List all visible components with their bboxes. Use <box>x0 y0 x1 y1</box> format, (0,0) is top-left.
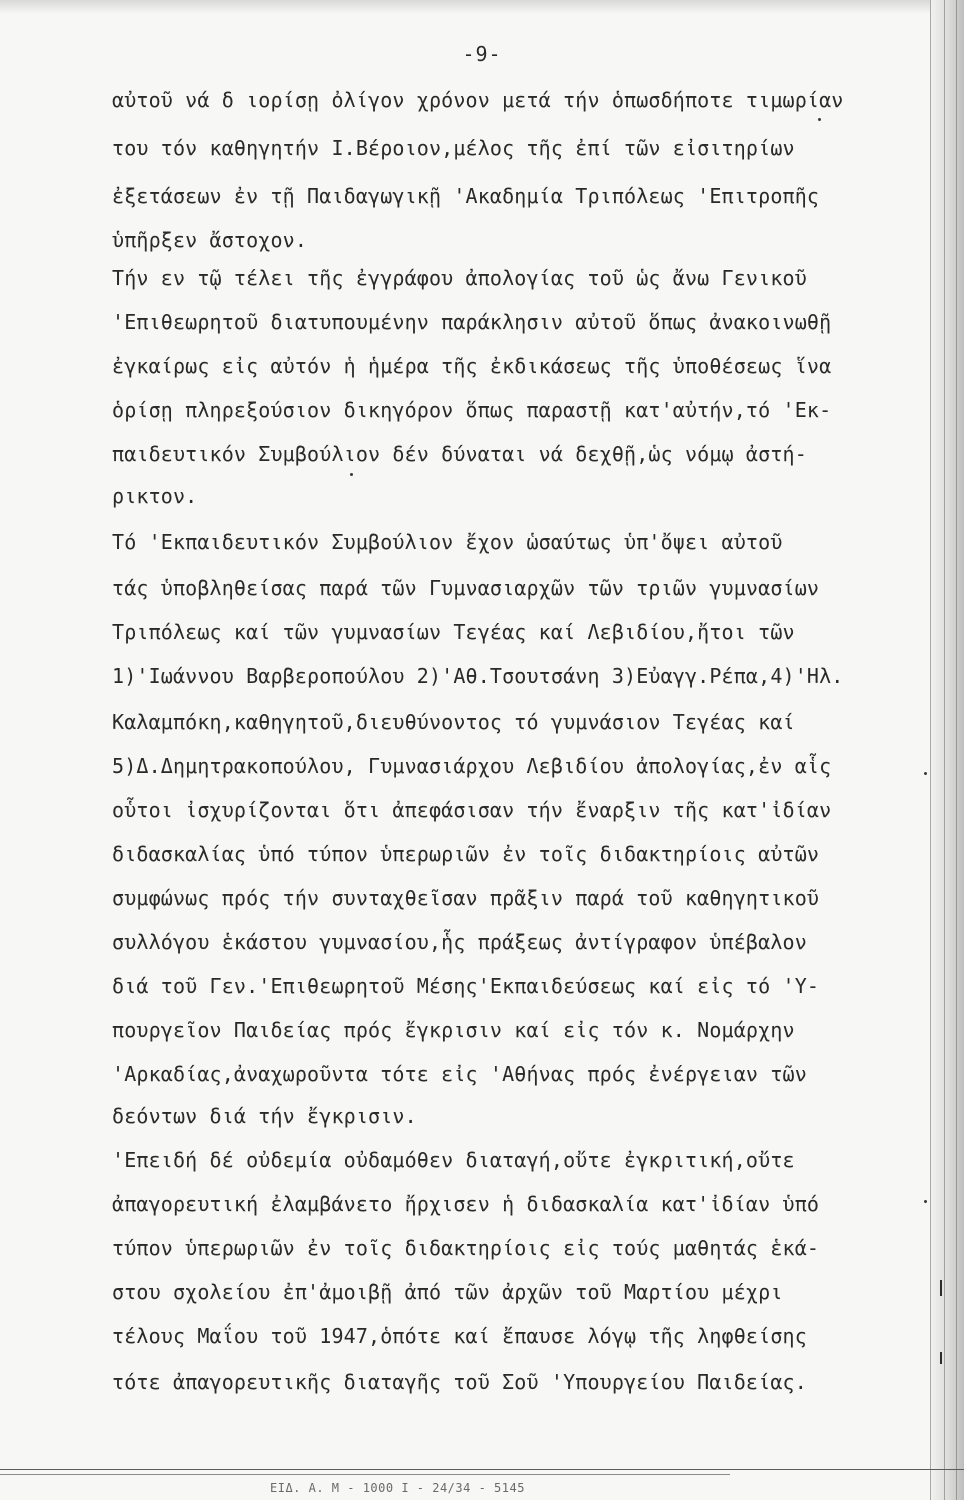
scan-speck <box>924 772 927 775</box>
text-line: ἀπαγορευτική ἐλαμβάνετο ἤρχισεν ἡ διδασκαλία κατ'ἰδίαν ὑπό <box>112 1192 820 1216</box>
text-line: παιδευτικόν Συμβούλιον δέν δύναται νά δεχθῇ,ὡς νόμῳ ἀστή- <box>112 442 807 466</box>
text-line: συμφώνως πρός τήν συνταχθεῖσαν πρᾶξιν παρά τοῦ καθηγητικοῦ <box>112 886 820 910</box>
text-line: ὑπῆρξεν ἄστοχον. <box>112 228 308 252</box>
text-line: στου σχολείου ἐπ'ἀμοιβῇ ἀπό τῶν ἀρχῶν τοῦ Μαρτίου μέχρι <box>112 1280 783 1304</box>
text-line: οὗτοι ἰσχυρίζονται ὅτι ἀπεφάσισαν τήν ἔναρξιν τῆς κατ'ἰδίαν <box>112 798 832 822</box>
text-line: πουργεῖον Παιδείας πρός ἔγκρισιν καί εἰς τόν κ. Νομάρχην <box>112 1018 795 1042</box>
scan-mark <box>940 1280 942 1296</box>
text-line: ἐγκαίρως εἰς αὐτόν ἡ ἡμέρα τῆς ἐκδικάσεως τῆς ὑποθέσεως ἵνα <box>112 354 832 378</box>
text-line: ὁρίσῃ πληρεξούσιον δικηγόρον ὅπως παραστῇ κατ'αὐτήν,τό 'Εκ- <box>112 398 832 422</box>
text-line: τότε ἀπαγορευτικῆς διαταγῆς τοῦ Σοῦ 'Υπουργείου Παιδείας. <box>112 1370 807 1394</box>
text-line: Καλαμπόκη,καθηγητοῦ,διευθύνοντος τό γυμνάσιον Τεγέας καί <box>112 710 795 734</box>
text-line: 'Επειδή δέ οὐδεμία οὐδαμόθεν διαταγή,οὔτε ἐγκριτική,οὔτε <box>112 1148 795 1172</box>
scan-mark <box>940 1352 942 1364</box>
text-line: αὐτοῦ νά δ ιορίσῃ ὀλίγον χρόνον μετά τήν ὁπωσδήποτε τιμωρίαν <box>112 88 844 112</box>
page-edge-line <box>930 0 931 1500</box>
text-line: 5)Δ.Δημητρακοπούλου, Γυμνασιάρχου Λεβιδίου ἀπολογίας,ἐν αἷς <box>112 754 832 778</box>
text-line: 1)'Ιωάννου Βαρβεροπούλου 2)'Αθ.Τσουτσάνη 3)Εὐαγγ.Ρέπα,4)'Ηλ. <box>112 664 844 688</box>
text-line: ρικτον. <box>112 484 198 508</box>
footer-rule <box>0 1469 964 1470</box>
text-line: Τριπόλεως καί τῶν γυμνασίων Τεγέας καί Λεβιδίου,ἤτοι τῶν <box>112 620 795 644</box>
page-edge-shadow <box>930 0 964 1500</box>
scan-speck <box>924 1200 927 1203</box>
scan-speck <box>350 473 353 476</box>
page-edge-line <box>956 0 957 1500</box>
scan-speck <box>818 118 821 121</box>
page-number: -9- <box>462 42 502 66</box>
text-line: διδασκαλίας ὑπό τύπον ὑπερωριῶν ἐν τοῖς διδακτηρίοις αὐτῶν <box>112 842 820 866</box>
text-line: τάς ὑποβληθείσας παρά τῶν Γυμνασιαρχῶν τῶν τριῶν γυμνασίων <box>112 576 820 600</box>
text-line: δεόντων διά τήν ἔγκρισιν. <box>112 1104 417 1128</box>
footer-rule <box>0 1474 730 1475</box>
text-line: διά τοῦ Γεν.'Επιθεωρητοῦ Μέσης'Εκπαιδεύσεως καί εἰς τό 'Υ- <box>112 974 820 998</box>
text-line: τέλους Μαΐου τοῦ 1947,ὁπότε καί ἔπαυσε λόγῳ τῆς ληφθείσης <box>112 1324 807 1348</box>
text-line: τύπον ὑπερωριῶν ἐν τοῖς διδακτηρίοις εἰς τούς μαθητάς ἑκά- <box>112 1236 820 1260</box>
top-scan-shadow <box>0 0 964 14</box>
text-line: του τόν καθηγητήν Ι.Βέροιον,μέλος τῆς ἐπί τῶν εἰσιτηρίων <box>112 136 795 160</box>
page-edge-line <box>944 0 945 1500</box>
printer-imprint: ΕΙΔ. Α. Μ - 1000 Ι - 24/34 - 5145 <box>270 1481 525 1495</box>
text-line: Τήν εν τῷ τέλει τῆς ἐγγράφου ἀπολογίας τοῦ ὡς ἄνω Γενικοῦ <box>112 266 807 290</box>
text-line: ἐξετάσεων ἐν τῇ Παιδαγωγικῇ 'Ακαδημία Τριπόλεως 'Επιτροπῆς <box>112 184 820 208</box>
text-line: συλλόγου ἑκάστου γυμνασίου,ἧς πράξεως ἀντίγραφον ὑπέβαλον <box>112 930 807 954</box>
text-line: 'Επιθεωρητοῦ διατυπουμένην παράκλησιν αὐτοῦ ὅπως ἀνακοινωθῇ <box>112 310 832 334</box>
text-line: Τό 'Εκπαιδευτικόν Συμβούλιον ἔχον ὡσαύτως ὑπ'ὄψει αὐτοῦ <box>112 530 783 554</box>
text-line: 'Αρκαδίας,ἀναχωροῦντα τότε εἰς 'Αθήνας πρός ἐνέργειαν τῶν <box>112 1062 807 1086</box>
